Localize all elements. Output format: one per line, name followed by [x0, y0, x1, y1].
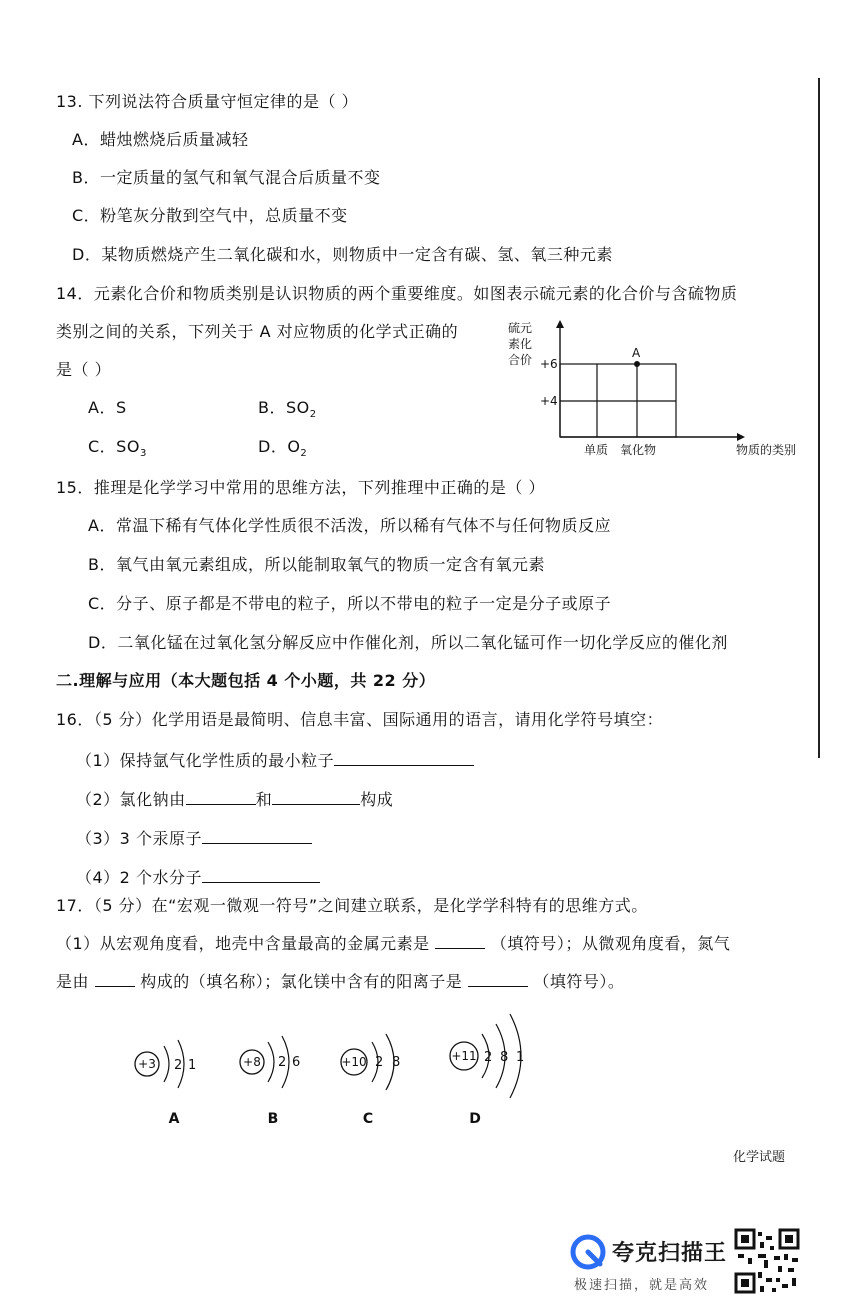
q15-option-d: D．二氧化锰在过氧化氢分解反应中作催化剂，所以二氧化锰可作一切化学反应的催化剂: [88, 633, 728, 652]
svg-text:1: 1: [188, 1058, 197, 1073]
atom-d: [450, 1014, 524, 1127]
q13-option-c: C．粉笔灰分散到空气中，总质量不变: [72, 206, 348, 225]
svg-text:1: 1: [516, 1050, 525, 1065]
graph-ylabel-3: 合价: [508, 353, 533, 367]
svg-text:6: 6: [292, 1055, 301, 1070]
q14-option-a: A．S: [88, 398, 127, 417]
q13-option-d: D．某物质燃烧产生二氧化碳和水，则物质中一定含有碳、氢、氧三种元素: [72, 245, 613, 264]
margin-line: [818, 78, 820, 758]
q17-line2: 是由 构成的（填名称）；氯化镁中含有的阳离子是 （填符号）。: [56, 972, 625, 991]
qr-code-icon: [734, 1228, 800, 1294]
svg-text:8: 8: [392, 1055, 401, 1070]
graph-point-a: [634, 361, 640, 367]
q13-stem: 13. 下列说法符合质量守恒定律的是（ ）: [56, 92, 359, 111]
scanner-brand: 夸克扫描王: [612, 1241, 728, 1266]
q16-item1-blank: [334, 749, 474, 766]
svg-text:2: 2: [375, 1055, 384, 1070]
q16-item3: （3）3 个汞原子: [76, 827, 312, 849]
section2-title: 二.理解与应用（本大题包括 4 个小题，共 22 分）: [56, 671, 436, 690]
q14-option-c: C．$SO_3$: [88, 437, 147, 459]
atom-c: [341, 1034, 400, 1127]
q16-stem: 16．（5 分）化学用语是最简明、信息丰富、国际通用的语言，请用化学符号填空：: [56, 710, 664, 729]
q14-stem-line3: 是（ ）: [56, 360, 112, 379]
q17-stem: 17．（5 分）在“宏观一微观一符号”之间建立联系，是化学学科特有的思维方式。: [56, 896, 648, 915]
graph-xtick-oxide: 氧化物: [620, 443, 657, 457]
atom-b: [240, 1036, 300, 1127]
graph-y-arrow: [556, 320, 564, 328]
q16-item4-blank: [202, 866, 320, 883]
scanner-slogan: 极速扫描，就是高效: [574, 1278, 710, 1293]
svg-text:2: 2: [278, 1055, 287, 1070]
q14-stem-line1: 14．元素化合价和物质类别是认识物质的两个重要维度。如图表示硫元素的化合价与含硫物质: [56, 284, 738, 303]
q16-item3-blank: [202, 827, 312, 844]
q15-option-a: A．常温下稀有气体化学性质很不活泼，所以稀有气体不与任何物质反应: [88, 516, 611, 535]
svg-text:8: 8: [500, 1050, 509, 1065]
svg-text:B: B: [267, 1111, 279, 1127]
q13-option-a: A．蜡烛燃烧后质量减轻: [72, 130, 249, 149]
atom-a: [135, 1040, 196, 1127]
graph-ytick-4: +4: [540, 394, 558, 408]
svg-text:+8: +8: [243, 1055, 261, 1069]
svg-text:D: D: [469, 1111, 481, 1127]
q17-blank-2: [95, 970, 135, 987]
scanner-logo-icon: [570, 1234, 606, 1270]
graph-ylabel-1: 硫元: [508, 321, 533, 335]
q17-line1: （1）从宏观角度看，地壳中含量最高的金属元素是 （填符号）；从微观角度看，氮气: [56, 934, 731, 953]
graph-xlabel: 物质的类别: [736, 443, 797, 457]
q16-item4: （4）2 个水分子: [76, 866, 320, 888]
svg-text:2: 2: [174, 1058, 183, 1073]
q15-option-b: B．氧气由氧元素组成，所以能制取氧气的物质一定含有氧元素: [88, 555, 545, 574]
q15-option-c: C．分子、原子都是不带电的粒子，所以不带电的粒子一定是分子或原子: [88, 594, 612, 613]
svg-text:C: C: [362, 1111, 374, 1127]
atomic-structure-diagrams: [120, 1010, 540, 1130]
graph-ylabel-2: 素化: [508, 337, 533, 351]
q17-blank-1: [435, 932, 485, 949]
graph-x-arrow: [737, 433, 745, 441]
svg-text:A: A: [168, 1111, 180, 1127]
svg-text:+10: +10: [341, 1055, 367, 1069]
q14-stem-line2: 类别之间的关系，下列关于 A 对应物质的化学式正确的: [56, 322, 459, 341]
q15-stem: 15．推理是化学学习中常用的思维方法，下列推理中正确的是（ ）: [56, 478, 545, 497]
q14-option-b: B．$SO_2$: [258, 398, 317, 420]
graph-xtick-element: 单质: [584, 443, 609, 457]
q17-blank-3: [468, 970, 528, 987]
q16-item2-blank-2: [272, 788, 360, 805]
q16-item1: （1）保持氩气化学性质的最小粒子: [76, 749, 474, 771]
valence-category-graph: [500, 312, 810, 462]
graph-point-a-label: A: [632, 346, 641, 360]
q16-item2: （2）氯化钠由 和 构成: [76, 790, 394, 809]
page-label: 化学试题: [733, 1150, 786, 1165]
q16-item2-blank-1: [186, 788, 256, 805]
svg-text:+3: +3: [138, 1057, 156, 1071]
q14-option-d: D．$O_2$: [258, 437, 308, 459]
svg-text:+11: +11: [451, 1049, 477, 1063]
q13-option-b: B．一定质量的氢气和氧气混合后质量不变: [72, 168, 381, 187]
graph-ytick-6: +6: [540, 357, 558, 371]
svg-text:2: 2: [484, 1050, 493, 1065]
